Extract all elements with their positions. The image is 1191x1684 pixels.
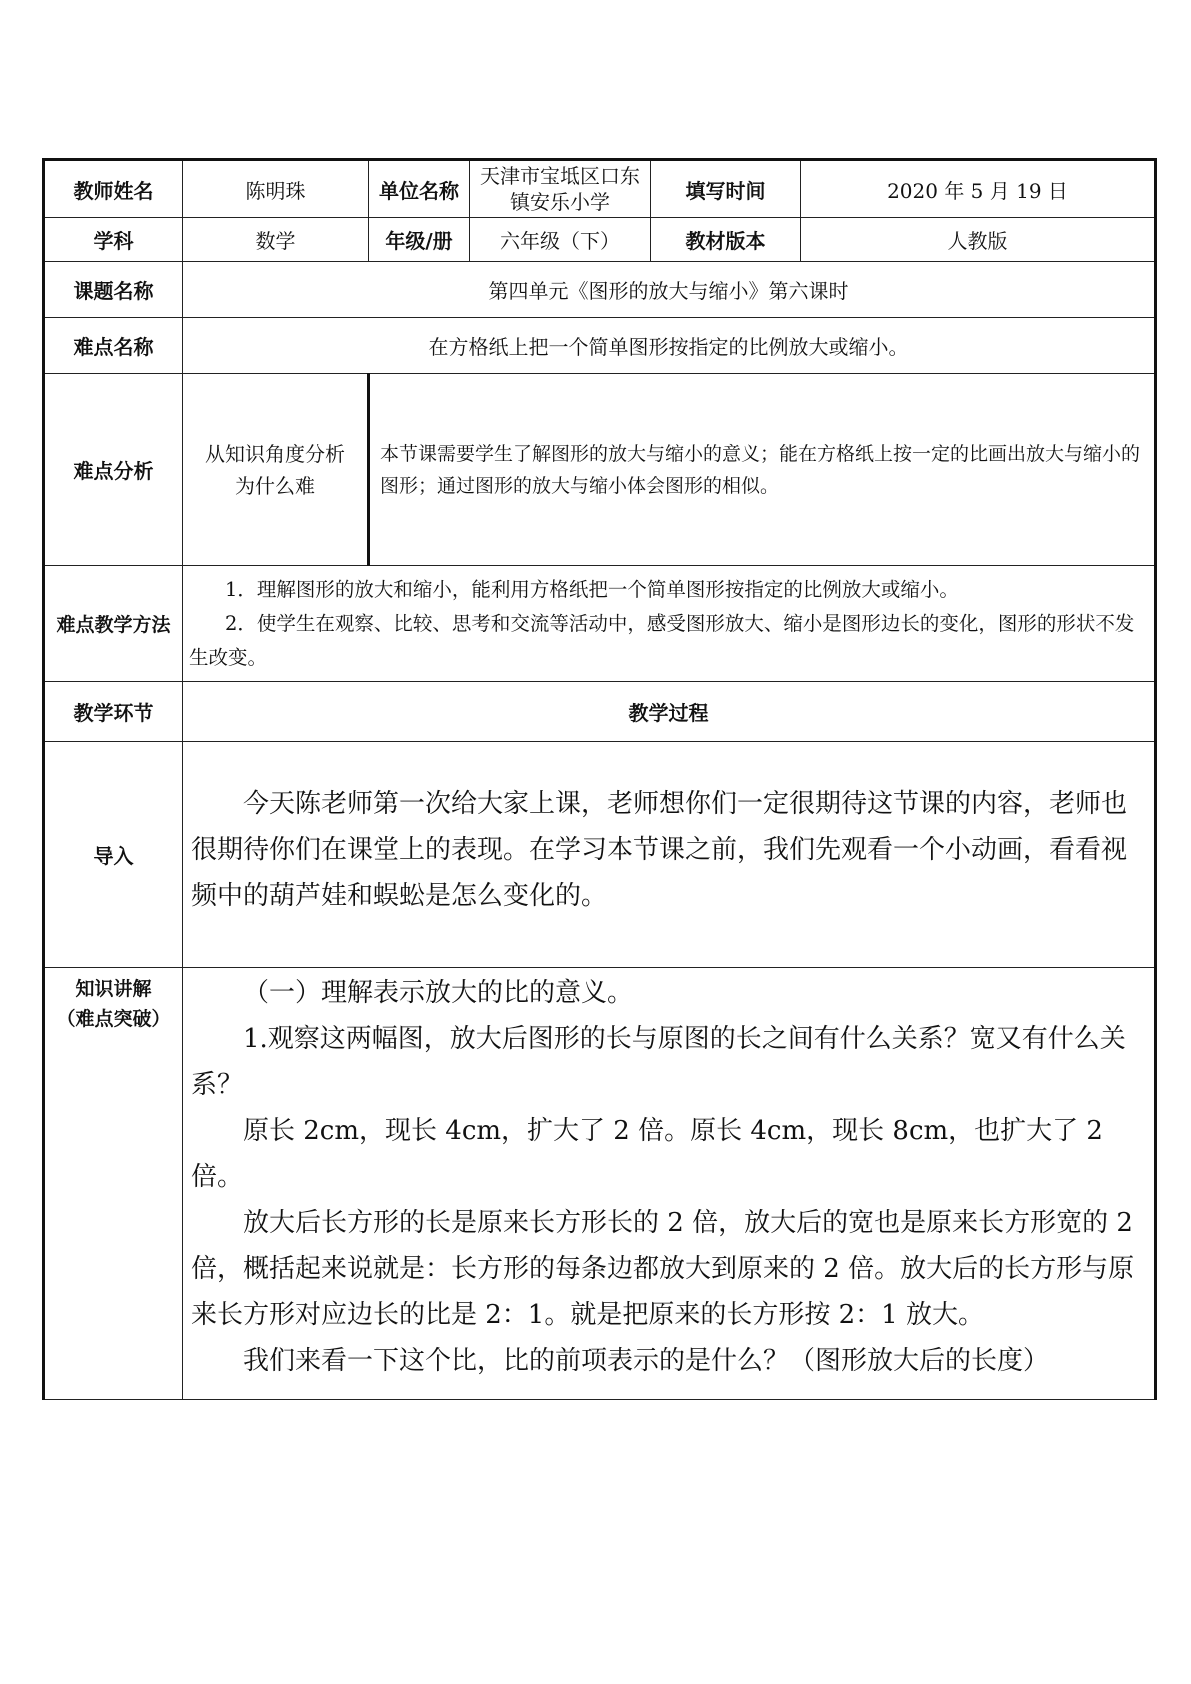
difficulty-label: 难点名称 [44,318,183,374]
lesson-plan-sheet [42,158,1154,1400]
knowledge-paragraph: 我们来看一下这个比，比的前项表示的是什么？（图形放大后的长度） [243,1346,1050,1376]
unit-name-value: 天津市宝坻区口东镇安乐小学 [470,160,651,218]
analysis-label: 难点分析 [44,374,183,566]
knowledge-paragraph: 1.观察这两幅图，放大后图形的长与原图的长之间有什么关系？宽又有什么关系？ [191,1024,1126,1100]
fill-time-value: 2020 年 5 月 19 日 [801,160,1156,218]
topic-label: 课题名称 [44,262,183,318]
subject-label: 学科 [44,218,183,262]
methods-row [44,566,1156,682]
knowledge-label [44,968,183,1400]
methods-content [183,566,1156,682]
analysis-text: 本节课需要学生了解图形的放大与缩小的意义；能在方格纸上按一定的比画出放大与缩小的图形；通过图形的放大与缩小体会图形的相似。 [369,374,1156,566]
header-row-2 [44,218,1156,262]
process-header-label: 教学过程 [183,682,1156,742]
edition-value: 人教版 [801,218,1156,262]
knowledge-content [183,968,1156,1400]
difficulty-row [44,318,1156,374]
header-row-1 [44,160,1156,218]
knowledge-paragraph: （一）理解表示放大的比的意义。 [243,978,634,1008]
grade-label: 年级/册 [369,218,470,262]
knowledge-paragraph: 放大后长方形的长是原来长方形长的 2 倍，放大后的宽也是原来长方形宽的 2 倍，概括起来说就是：长方形的每条边都放大到原来的 2 倍。放大后的长方形与原来长方形对应边长的比是 2：1。就是把原来的长方形按 2：1 放大。 [191,1208,1135,1330]
subject-value: 数学 [183,218,369,262]
intro-label: 导入 [44,742,183,968]
intro-row [44,742,1156,968]
analysis-row [44,374,1156,566]
knowledge-paragraph: 原长 2cm，现长 4cm，扩大了 2 倍。原长 4cm，现长 8cm，也扩大了 2 倍。 [191,1116,1103,1192]
edition-label: 教材版本 [651,218,801,262]
grade-value: 六年级（下） [470,218,651,262]
process-header-row [44,682,1156,742]
lesson-plan-table [42,158,1157,1400]
knowledge-label-line1: 知识讲解 [75,978,152,1000]
method-item: 1．理解图形的放大和缩小，能利用方格纸把一个简单图形按指定的比例放大或缩小。 [225,577,959,601]
difficulty-value: 在方格纸上把一个简单图形按指定的比例放大或缩小。 [183,318,1156,374]
method-item: 2．使学生在观察、比较、思考和交流等活动中，感受图形放大、缩小是图形边长的变化，图形的形状不发生改变。 [189,611,1135,669]
unit-name-label: 单位名称 [369,160,470,218]
knowledge-label-line2: （难点突破） [56,1008,171,1030]
teacher-name-value: 陈明珠 [183,160,369,218]
analysis-sub-label: 从知识角度分析为什么难 [183,374,369,566]
methods-label: 难点教学方法 [44,566,183,682]
intro-text: 今天陈老师第一次给大家上课，老师想你们一定很期待这节课的内容，老师也很期待你们在课堂上的表现。在学习本节课之前，我们先观看一个小动画，看看视频中的葫芦娃和蜈蚣是怎么变化的。 [191,788,1128,911]
topic-value: 第四单元《图形的放大与缩小》第六课时 [183,262,1156,318]
topic-row [44,262,1156,318]
knowledge-row [44,968,1156,1400]
intro-content [183,742,1156,968]
stage-header-label: 教学环节 [44,682,183,742]
fill-time-label: 填写时间 [651,160,801,218]
teacher-name-label: 教师姓名 [44,160,183,218]
